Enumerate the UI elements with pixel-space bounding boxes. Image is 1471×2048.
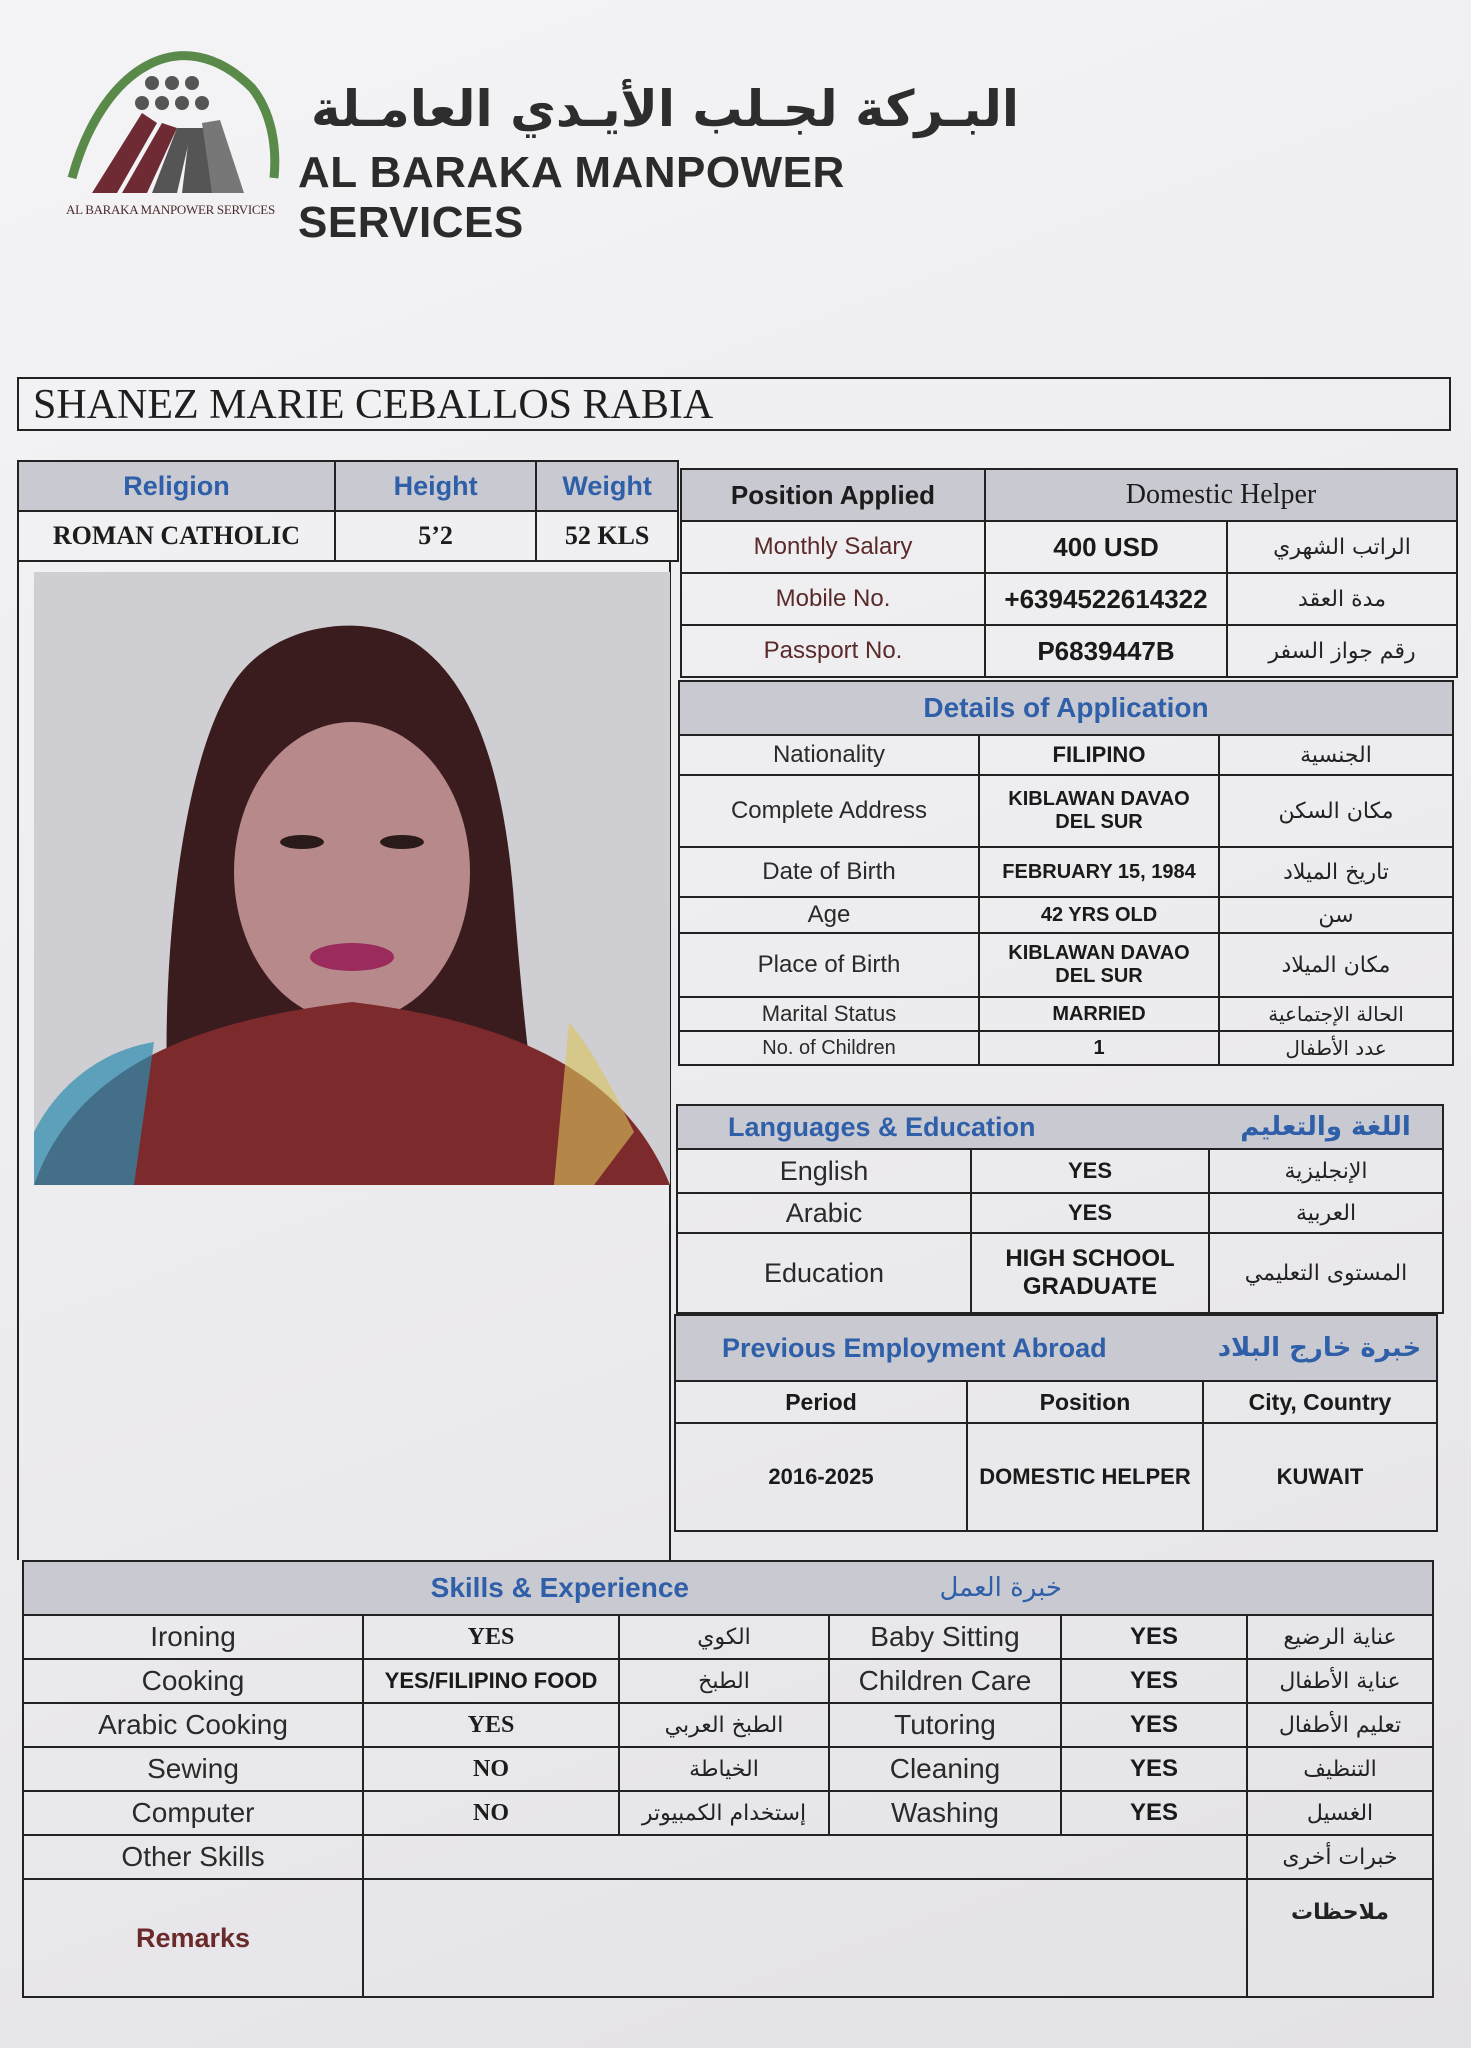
skill-sewing-value: NO (363, 1747, 619, 1791)
skill-washing-ar: الغسيل (1247, 1791, 1433, 1835)
pob-ar: مكان الميلاد (1219, 933, 1453, 997)
period-header: Period (675, 1381, 967, 1423)
skill-childrencare-ar: عناية الأطفال (1247, 1659, 1433, 1703)
skill-computer-label: Computer (23, 1791, 363, 1835)
skill-ironing-ar: الكوي (619, 1615, 829, 1659)
age-ar: سن (1219, 897, 1453, 933)
pob-value: KIBLAWAN DAVAO DEL SUR (979, 933, 1219, 997)
other-skills-label: Other Skills (23, 1835, 363, 1879)
skill-sewing-label: Sewing (23, 1747, 363, 1791)
remarks-label: Remarks (23, 1879, 363, 1997)
passport-value: P6839447B (985, 625, 1227, 677)
skill-tutoring-value: YES (1061, 1703, 1247, 1747)
skills-table (22, 1560, 1434, 1998)
company-name-english: AL BARAKA MANPOWER SERVICES (298, 148, 845, 247)
employment-title-ar: خبرة خارج البلاد (1203, 1315, 1437, 1381)
skill-computer-ar: إستخدام الكمبيوتر (619, 1791, 829, 1835)
employment-position: DOMESTIC HELPER (967, 1423, 1203, 1531)
arabic-value: YES (971, 1193, 1209, 1233)
nationality-label: Nationality (679, 735, 979, 775)
skill-arabiccooking-label: Arabic Cooking (23, 1703, 363, 1747)
pob-label: Place of Birth (679, 933, 979, 997)
skill-sewing-ar: الخياطة (619, 1747, 829, 1791)
weight-value: 52 KLS (536, 511, 678, 561)
details-title: Details of Application (679, 681, 1453, 735)
other-skills-ar: خبرات أخرى (1247, 1835, 1433, 1879)
applicant-photo (34, 572, 670, 1185)
age-value: 42 YRS OLD (979, 897, 1219, 933)
passport-label: Passport No. (681, 625, 985, 677)
skill-arabiccooking-value: YES (363, 1703, 619, 1747)
english-value: YES (971, 1149, 1209, 1193)
address-value: KIBLAWAN DAVAO DEL SUR (979, 775, 1219, 847)
height-value: 5’2 (335, 511, 536, 561)
children-ar: عدد الأطفال (1219, 1031, 1453, 1065)
skill-cooking-label: Cooking (23, 1659, 363, 1703)
education-value: HIGH SCHOOL GRADUATE (971, 1233, 1209, 1313)
marital-label: Marital Status (679, 997, 979, 1031)
marital-ar: الحالة الإجتماعية (1219, 997, 1453, 1031)
skill-cleaning-ar: التنظيف (1247, 1747, 1433, 1791)
nationality-value: FILIPINO (979, 735, 1219, 775)
position-label: Position Applied (681, 469, 985, 521)
dob-label: Date of Birth (679, 847, 979, 897)
skill-washing-label: Washing (829, 1791, 1061, 1835)
languages-title: Languages & Education (677, 1105, 1209, 1149)
marital-value: MARRIED (979, 997, 1219, 1031)
skill-babysitting-ar: عناية الرضيع (1247, 1615, 1433, 1659)
details-table (678, 680, 1454, 1066)
company-name-arabic: البـركة لجـلب الأيـدي العامـلة (310, 80, 1019, 138)
passport-ar: رقم جواز السفر (1227, 625, 1457, 677)
skill-cooking-ar: الطبخ (619, 1659, 829, 1703)
age-label: Age (679, 897, 979, 933)
religion-label: Religion (18, 461, 335, 511)
mobile-ar: مدة العقد (1227, 573, 1457, 625)
skills-title: Skills & Experience (23, 1561, 829, 1615)
position-value: Domestic Helper (985, 469, 1457, 521)
company-logo-icon (62, 28, 292, 213)
skill-computer-value: NO (363, 1791, 619, 1835)
skill-cleaning-label: Cleaning (829, 1747, 1061, 1791)
skill-cleaning-value: YES (1061, 1747, 1247, 1791)
employment-title: Previous Employment Abroad (675, 1315, 1203, 1381)
position-header: Position (967, 1381, 1203, 1423)
remarks-value (363, 1879, 1247, 1997)
skill-childrencare-value: YES (1061, 1659, 1247, 1703)
religion-value: ROMAN CATHOLIC (18, 511, 335, 561)
skill-babysitting-label: Baby Sitting (829, 1615, 1061, 1659)
salary-label: Monthly Salary (681, 521, 985, 573)
applicant-name: SHANEZ MARIE CEBALLOS RABIA (17, 377, 1451, 431)
employment-table (674, 1314, 1438, 1532)
skill-cooking-value: YES/FILIPINO FOOD (363, 1659, 619, 1703)
salary-value: 400 USD (985, 521, 1227, 573)
basic-info-table (17, 460, 679, 562)
education-label: Education (677, 1233, 971, 1313)
skill-childrencare-label: Children Care (829, 1659, 1061, 1703)
employment-city: KUWAIT (1203, 1423, 1437, 1531)
address-ar: مكان السكن (1219, 775, 1453, 847)
skill-arabiccooking-ar: الطبخ العربي (619, 1703, 829, 1747)
dob-ar: تاريخ الميلاد (1219, 847, 1453, 897)
languages-title-ar: اللغة والتعليم (1209, 1105, 1443, 1149)
skill-tutoring-ar: تعليم الأطفال (1247, 1703, 1433, 1747)
skill-ironing-label: Ironing (23, 1615, 363, 1659)
position-table (680, 468, 1458, 678)
skill-tutoring-label: Tutoring (829, 1703, 1061, 1747)
height-label: Height (335, 461, 536, 511)
city-header: City, Country (1203, 1381, 1437, 1423)
salary-ar: الراتب الشهري (1227, 521, 1457, 573)
mobile-label: Mobile No. (681, 573, 985, 625)
other-skills-value (363, 1835, 1247, 1879)
education-ar: المستوى التعليمي (1209, 1233, 1443, 1313)
english-ar: الإنجليزية (1209, 1149, 1443, 1193)
remarks-ar: ملاحظات (1247, 1879, 1433, 1997)
mobile-value: +6394522614322 (985, 573, 1227, 625)
skill-ironing-value: YES (363, 1615, 619, 1659)
skill-babysitting-value: YES (1061, 1615, 1247, 1659)
skill-washing-value: YES (1061, 1791, 1247, 1835)
address-label: Complete Address (679, 775, 979, 847)
employment-period: 2016-2025 (675, 1423, 967, 1531)
languages-table (676, 1104, 1444, 1314)
logo-caption: AL BARAKA MANPOWER SERVICES (66, 202, 275, 217)
arabic-label: Arabic (677, 1193, 971, 1233)
children-label: No. of Children (679, 1031, 979, 1065)
children-value: 1 (979, 1031, 1219, 1065)
skills-title-ar: خبرة العمل (829, 1561, 1433, 1615)
dob-value: FEBRUARY 15, 1984 (979, 847, 1219, 897)
nationality-ar: الجنسية (1219, 735, 1453, 775)
arabic-ar: العربية (1209, 1193, 1443, 1233)
english-label: English (677, 1149, 971, 1193)
weight-label: Weight (536, 461, 678, 511)
